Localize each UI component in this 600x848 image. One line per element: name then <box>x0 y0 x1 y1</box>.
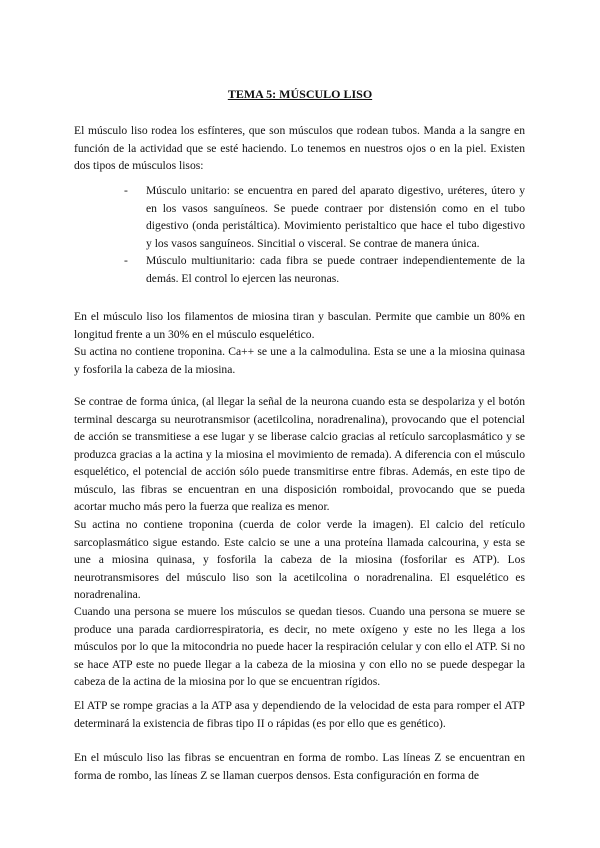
paragraph-rhombus: En el músculo liso las fibras se encuentran en forma de rombo. Las líneas Z se encuentran en forma de rombo, las líneas Z se llaman cuerpos densos. Esta configuración en forma de <box>74 751 525 782</box>
paragraph-contraction: Se contrae de forma única, (al llegar la señal de la neurona cuando esta se despolariza y el botón terminal descarga su neurotransmisor (acetilcolina, noradrenalina), provocando que el potencial de acción se transmitiese a ese lugar y se liberase calcio gracias al retículo sarcoplasmático y se produzca gracias a la actina y la miosina el movimiento de remada). A diferencia con el músculo esquelético, el potencial de acción sólo puede transmitirse entre fibras. Además, en este tipo de músculo, las fibras se encuentran en una disposición romboidal, provocando que se pueda acortar mucho más pero la fuerza que realiza es menor. <box>74 395 525 513</box>
list-item-text: Músculo unitario: se encuentra en pared del aparato digestivo, uréteres, útero y en los vasos sanguíneos. Se puede contraer por distensión como en el tubo digestivo (onda peristáltica). Movimiento peristaltico que hace el tubo digestivo y los vasos sanguíneos. Sincitial o visceral. Se contrae de manera única. <box>146 184 525 250</box>
page-title: TEMA 5: MÚSCULO LISO <box>227 87 373 101</box>
list-bullet: - <box>124 184 128 197</box>
paragraph-atpase: El ATP se rompe gracias a la ATP asa y dependiendo de la velocidad de esta para romper el ATP determinará la existencia de fibras tipo II o rápidas (es por ello que es genético). <box>74 699 525 730</box>
paragraph-rigor-mortis: Cuando una persona se muere los músculos se quedan tiesos. Cuando una persona se muere se produce una parada cardiorrespiratoria, es decir, no mete oxígeno y este no les llega a los músculos por lo que la mitocondria no puede hacer la respiración celular y con ello el ATP. Si no se hace ATP este no puede llegar a la cabeza de la miosina y con ello no se puede despegar la cabeza de la actina de la miosina por lo que se encuentran rígidos. <box>74 605 525 688</box>
list-item <box>118 252 525 287</box>
list-item-text: Músculo multiunitario: cada fibra se puede contraer independientemente de la demás. El control lo ejercen las neuronas. <box>146 254 525 285</box>
muscle-types-list <box>118 182 525 287</box>
paragraph-actin-troponin: Su actina no contiene troponina. Ca++ se une a la calmodulina. Esta se une a la miosina quinasa y fosforila la cabeza de la miosina. <box>74 345 525 376</box>
paragraph-filaments: En el músculo liso los filamentos de miosina tiran y basculan. Permite que cambie un 80% en longitud frente a un 30% en el músculo esquelético. <box>74 310 525 341</box>
intro-paragraph: El músculo liso rodea los esfínteres, que son músculos que rodean tubos. Manda a la sangre en función de la actividad que se esté haciendo. Lo tenemos en nuestros ojos o en la piel. Existen dos tipos de músculos lisos: <box>74 124 525 172</box>
list-item <box>118 182 525 252</box>
list-bullet: - <box>124 254 128 267</box>
paragraph-calcium: Su actina no contiene troponina (cuerda de color verde la imagen). El calcio del retículo sarcoplasmático sigue estando. Este calcio se une a una proteína llamada calcourina, y esta se une a miosina quinasa, y fosforila la cabeza de la miosina (fosforilar es ATP). Los neurotransmisores del músculo liso son la acetilcolina o noradrenalina. El esquelético es noradrenalina. <box>74 518 525 601</box>
